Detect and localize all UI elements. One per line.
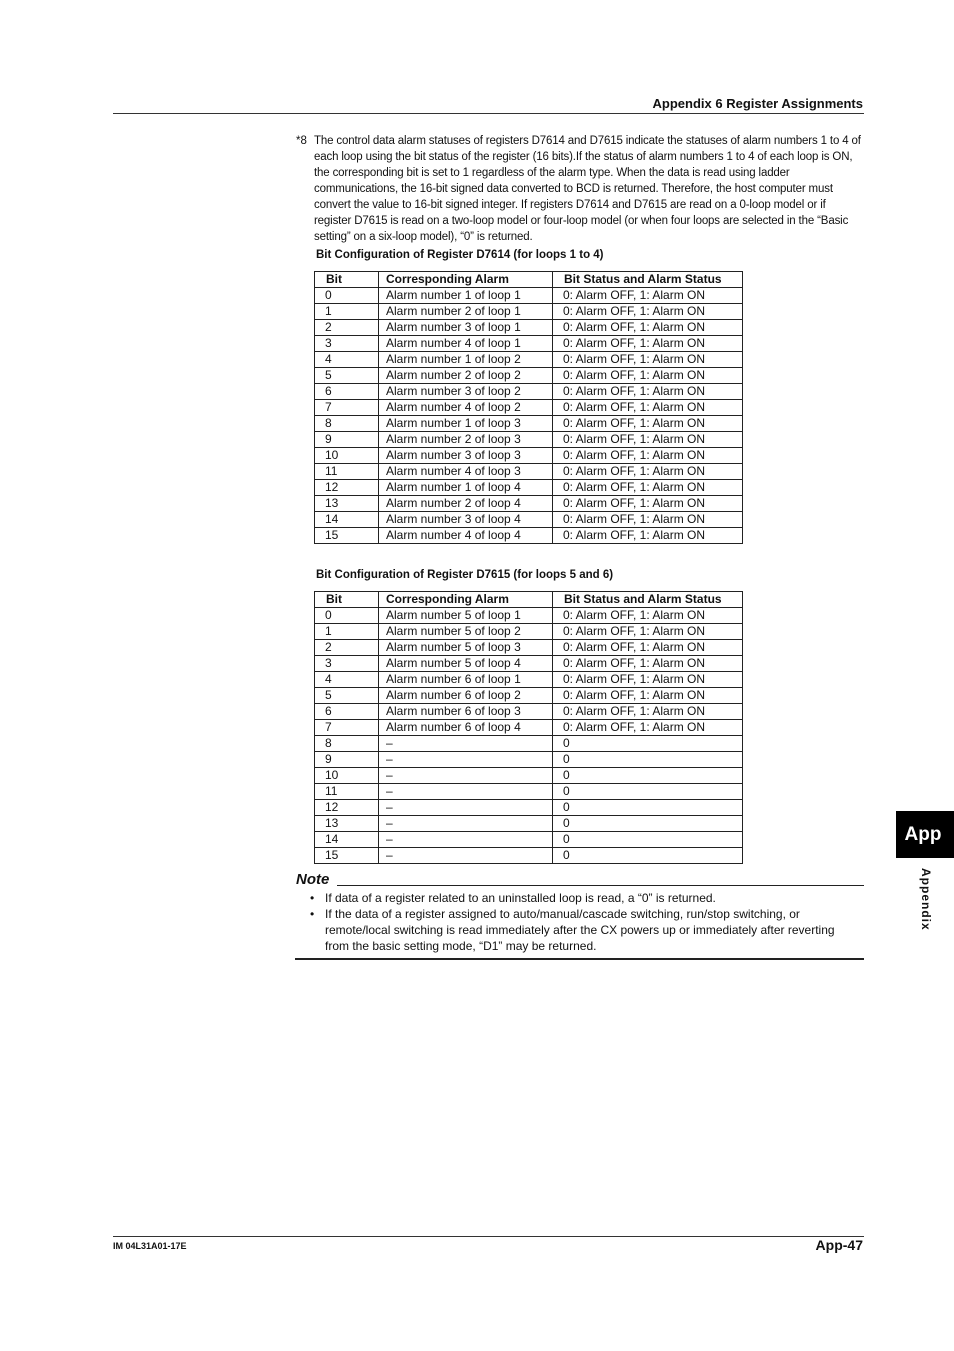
- table-header-row: [315, 272, 743, 288]
- bit-cell: 7: [315, 400, 379, 416]
- alarm-cell: Alarm number 2 of loop 4: [379, 496, 553, 512]
- table-row: [315, 848, 743, 864]
- column-header-alarm: Corresponding Alarm: [379, 592, 553, 608]
- bit-cell: 14: [315, 512, 379, 528]
- status-cell: 0: Alarm OFF, 1: Alarm ON: [553, 448, 743, 464]
- table-row: [315, 816, 743, 832]
- footnote-8: [296, 133, 862, 245]
- alarm-cell: Alarm number 1 of loop 1: [379, 288, 553, 304]
- bit-cell: 2: [315, 640, 379, 656]
- table-row: [315, 672, 743, 688]
- table-row: [315, 528, 743, 544]
- status-cell: 0: Alarm OFF, 1: Alarm ON: [553, 384, 743, 400]
- bit-cell: 14: [315, 832, 379, 848]
- bit-cell: 10: [315, 768, 379, 784]
- alarm-cell: –: [379, 816, 553, 832]
- column-header-status: Bit Status and Alarm Status: [553, 592, 743, 608]
- alarm-cell: Alarm number 5 of loop 2: [379, 624, 553, 640]
- status-cell: 0: Alarm OFF, 1: Alarm ON: [553, 288, 743, 304]
- table-row: [315, 352, 743, 368]
- alarm-cell: Alarm number 3 of loop 3: [379, 448, 553, 464]
- table-row: [315, 752, 743, 768]
- alarm-cell: –: [379, 768, 553, 784]
- bit-cell: 8: [315, 736, 379, 752]
- status-cell: 0: Alarm OFF, 1: Alarm ON: [553, 480, 743, 496]
- table-row: [315, 736, 743, 752]
- alarm-cell: Alarm number 1 of loop 3: [379, 416, 553, 432]
- bit-cell: 12: [315, 800, 379, 816]
- bit-cell: 13: [315, 816, 379, 832]
- bit-cell: 10: [315, 448, 379, 464]
- alarm-cell: –: [379, 784, 553, 800]
- note-end-rule: [295, 958, 864, 960]
- alarm-cell: Alarm number 2 of loop 3: [379, 432, 553, 448]
- alarm-cell: –: [379, 832, 553, 848]
- status-cell: 0: Alarm OFF, 1: Alarm ON: [553, 672, 743, 688]
- status-cell: 0: Alarm OFF, 1: Alarm ON: [553, 608, 743, 624]
- status-cell: 0: Alarm OFF, 1: Alarm ON: [553, 336, 743, 352]
- page-header-title: Appendix 6 Register Assignments: [652, 96, 863, 111]
- note-item: [310, 890, 850, 906]
- alarm-cell: Alarm number 4 of loop 4: [379, 528, 553, 544]
- alarm-cell: Alarm number 6 of loop 4: [379, 720, 553, 736]
- bit-cell: 11: [315, 464, 379, 480]
- table-caption-d7614: Bit Configuration of Register D7614 (for loops 1 to 4): [316, 249, 604, 261]
- alarm-cell: Alarm number 4 of loop 1: [379, 336, 553, 352]
- bit-cell: 6: [315, 384, 379, 400]
- status-cell: 0: [553, 848, 743, 864]
- bullet-icon: •: [310, 907, 315, 921]
- bit-cell: 3: [315, 336, 379, 352]
- footnote-marker: *8: [296, 135, 307, 147]
- table-row: [315, 288, 743, 304]
- alarm-cell: –: [379, 752, 553, 768]
- note-item-text: If data of a register related to an uninstalled loop is read, a “0” is returned.: [325, 891, 716, 905]
- note-heading-rule: [337, 885, 864, 886]
- table-row: [315, 384, 743, 400]
- note-heading: Note: [296, 871, 330, 888]
- table-row: [315, 640, 743, 656]
- alarm-cell: Alarm number 6 of loop 2: [379, 688, 553, 704]
- table-row: [315, 656, 743, 672]
- bit-cell: 4: [315, 672, 379, 688]
- bit-cell: 12: [315, 480, 379, 496]
- status-cell: 0: Alarm OFF, 1: Alarm ON: [553, 512, 743, 528]
- status-cell: 0: Alarm OFF, 1: Alarm ON: [553, 720, 743, 736]
- status-cell: 0: Alarm OFF, 1: Alarm ON: [553, 368, 743, 384]
- alarm-cell: Alarm number 4 of loop 3: [379, 464, 553, 480]
- alarm-cell: –: [379, 800, 553, 816]
- table-row: [315, 784, 743, 800]
- status-cell: 0: Alarm OFF, 1: Alarm ON: [553, 496, 743, 512]
- status-cell: 0: Alarm OFF, 1: Alarm ON: [553, 416, 743, 432]
- status-cell: 0: Alarm OFF, 1: Alarm ON: [553, 640, 743, 656]
- bit-cell: 9: [315, 752, 379, 768]
- status-cell: 0: [553, 832, 743, 848]
- table-row: [315, 688, 743, 704]
- alarm-cell: Alarm number 4 of loop 2: [379, 400, 553, 416]
- bit-cell: 13: [315, 496, 379, 512]
- page-number: App-47: [815, 1237, 863, 1253]
- note-item-text: If the data of a register assigned to auto/manual/cascade switching, run/stop switching, or remote/local switching is read immediately after the CX powers up or immediately after reverting from the basic setting mode, “D1” may be returned.: [325, 907, 835, 953]
- bit-cell: 0: [315, 608, 379, 624]
- status-cell: 0: Alarm OFF, 1: Alarm ON: [553, 704, 743, 720]
- bit-cell: 4: [315, 352, 379, 368]
- alarm-cell: –: [379, 848, 553, 864]
- column-header-alarm: Corresponding Alarm: [379, 272, 553, 288]
- appendix-tab: App: [896, 811, 954, 858]
- alarm-cell: Alarm number 6 of loop 3: [379, 704, 553, 720]
- bit-cell: 2: [315, 320, 379, 336]
- bit-table-d7614: [314, 271, 743, 544]
- table-row: [315, 448, 743, 464]
- header-divider: [113, 113, 864, 114]
- table-caption-d7615: Bit Configuration of Register D7615 (for loops 5 and 6): [316, 569, 614, 581]
- status-cell: 0: [553, 768, 743, 784]
- bit-cell: 5: [315, 368, 379, 384]
- status-cell: 0: [553, 800, 743, 816]
- table-row: [315, 624, 743, 640]
- bit-cell: 5: [315, 688, 379, 704]
- status-cell: 0: [553, 816, 743, 832]
- status-cell: 0: Alarm OFF, 1: Alarm ON: [553, 352, 743, 368]
- table-row: [315, 496, 743, 512]
- alarm-cell: Alarm number 3 of loop 4: [379, 512, 553, 528]
- alarm-cell: Alarm number 3 of loop 2: [379, 384, 553, 400]
- bit-table-d7615: [314, 591, 743, 864]
- table-row: [315, 832, 743, 848]
- column-header-bit: Bit: [315, 592, 379, 608]
- table-row: [315, 512, 743, 528]
- table-row: [315, 720, 743, 736]
- document-id: IM 04L31A01-17E: [113, 1241, 187, 1251]
- alarm-cell: –: [379, 736, 553, 752]
- bit-cell: 11: [315, 784, 379, 800]
- alarm-cell: Alarm number 3 of loop 1: [379, 320, 553, 336]
- alarm-cell: Alarm number 1 of loop 2: [379, 352, 553, 368]
- table-row: [315, 304, 743, 320]
- table-row: [315, 464, 743, 480]
- table-header-row: [315, 592, 743, 608]
- table-row: [315, 704, 743, 720]
- table-row: [315, 368, 743, 384]
- column-header-bit: Bit: [315, 272, 379, 288]
- alarm-cell: Alarm number 5 of loop 1: [379, 608, 553, 624]
- status-cell: 0: [553, 784, 743, 800]
- bit-cell: 6: [315, 704, 379, 720]
- status-cell: 0: Alarm OFF, 1: Alarm ON: [553, 656, 743, 672]
- status-cell: 0: Alarm OFF, 1: Alarm ON: [553, 432, 743, 448]
- status-cell: 0: Alarm OFF, 1: Alarm ON: [553, 528, 743, 544]
- bit-cell: 7: [315, 720, 379, 736]
- table-row: [315, 608, 743, 624]
- note-list: [310, 890, 850, 954]
- table-row: [315, 432, 743, 448]
- bit-cell: 1: [315, 304, 379, 320]
- bullet-icon: •: [310, 891, 315, 905]
- table-row: [315, 320, 743, 336]
- bit-cell: 15: [315, 848, 379, 864]
- alarm-cell: Alarm number 1 of loop 4: [379, 480, 553, 496]
- status-cell: 0: Alarm OFF, 1: Alarm ON: [553, 400, 743, 416]
- alarm-cell: Alarm number 5 of loop 3: [379, 640, 553, 656]
- appendix-side-label: Appendix: [919, 868, 933, 931]
- alarm-cell: Alarm number 6 of loop 1: [379, 672, 553, 688]
- table-row: [315, 768, 743, 784]
- alarm-cell: Alarm number 2 of loop 1: [379, 304, 553, 320]
- alarm-cell: Alarm number 2 of loop 2: [379, 368, 553, 384]
- alarm-cell: Alarm number 5 of loop 4: [379, 656, 553, 672]
- column-header-status: Bit Status and Alarm Status: [553, 272, 743, 288]
- table-row: [315, 336, 743, 352]
- table-row: [315, 400, 743, 416]
- footer-divider: [113, 1236, 864, 1237]
- bit-cell: 9: [315, 432, 379, 448]
- bit-cell: 0: [315, 288, 379, 304]
- bit-cell: 15: [315, 528, 379, 544]
- footnote-text: The control data alarm statuses of registers D7614 and D7615 indicate the statuses of alarm numbers 1 to 4 of each loop using the bit status of the register (16 bits).If the status of alarm numbers 1 to 4 of each loop is ON, the corresponding bit is set to 1 regardless of the alarm type. When the data is read using ladder communications, the 16-bit signed data converted to BCD is returned. Therefore, the host computer must convert the value to 16-bit signed integer. If registers D7614 and D7615 are read on a 0-loop model or if register D7615 is read on a two-loop model or four-loop model (or when four loops are selected in the “Basic setting” on a six-loop model), “0” is returned.: [314, 135, 861, 243]
- bit-cell: 1: [315, 624, 379, 640]
- status-cell: 0: [553, 752, 743, 768]
- bit-cell: 8: [315, 416, 379, 432]
- note-item: [310, 906, 850, 954]
- status-cell: 0: Alarm OFF, 1: Alarm ON: [553, 688, 743, 704]
- status-cell: 0: Alarm OFF, 1: Alarm ON: [553, 624, 743, 640]
- table-row: [315, 416, 743, 432]
- bit-cell: 3: [315, 656, 379, 672]
- status-cell: 0: Alarm OFF, 1: Alarm ON: [553, 464, 743, 480]
- status-cell: 0: Alarm OFF, 1: Alarm ON: [553, 320, 743, 336]
- status-cell: 0: Alarm OFF, 1: Alarm ON: [553, 304, 743, 320]
- table-row: [315, 800, 743, 816]
- table-row: [315, 480, 743, 496]
- status-cell: 0: [553, 736, 743, 752]
